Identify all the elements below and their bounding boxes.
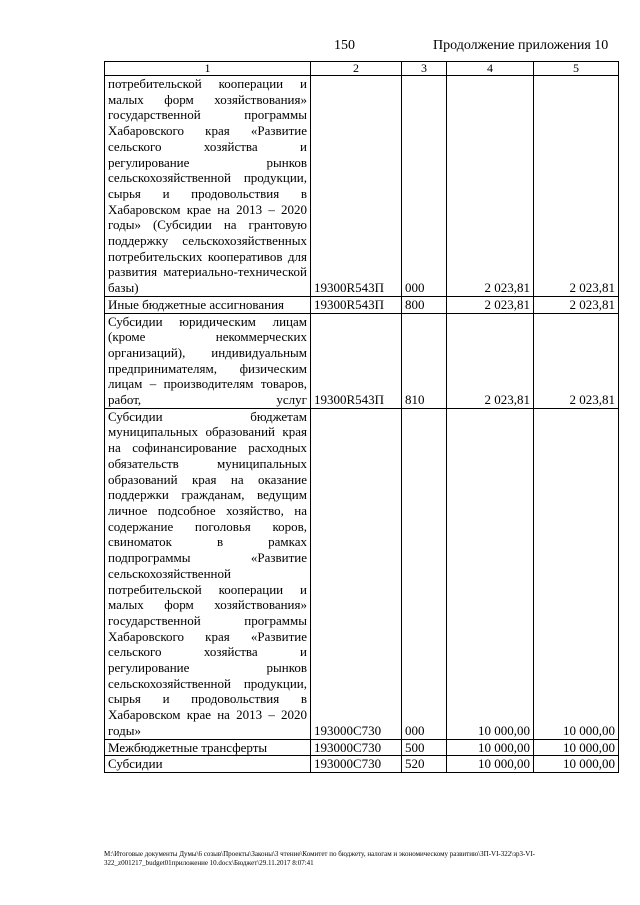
table-row [105, 296, 619, 313]
row-value-year1: 2 023,81 [447, 313, 534, 408]
row-code: 193000С730 [311, 739, 402, 756]
budget-table [104, 61, 619, 773]
row-value-year1: 2 023,81 [447, 296, 534, 313]
row-value-year2: 10 000,00 [534, 408, 619, 739]
table-row [105, 739, 619, 756]
column-header: 3 [402, 62, 447, 76]
row-value-year1: 10 000,00 [447, 756, 534, 773]
row-name: потребительской кооперации и малых форм хозяйствования» государственной программы Хабаровского края «Развитие сельского хозяйства и регулирование рынков сельскохозяйственной продукции, сырья и продовольствия в Хабаровском крае на 2013 – 2020 годы» (Субсидии на грантовую поддержку сельскохозяйственных потребительских кооперативов для развития материально-технической базы) [105, 76, 311, 297]
row-name: Межбюджетные трансферты [105, 739, 311, 756]
row-name: Субсидии бюджетам муниципальных образований края на софинансирование расходных обязательств муниципальных образований края на оказание поддержки гражданам, ведущим личное подсобное хозяйство, на содержание поголовья коров, свиноматок в рамках подпрограммы «Развитие сельскохозяйственной потребительской кооперации и малых форм хозяйствования» государственной программы Хабаровского края «Развитие сельского хозяйства и регулирование рынков сельскохозяйственной продукции, сырья и продовольствия в Хабаровском крае на 2013 – 2020 годы» [105, 408, 311, 739]
row-code: 193000С730 [311, 756, 402, 773]
row-expense-type: 000 [402, 76, 447, 297]
row-value-year1: 10 000,00 [447, 408, 534, 739]
column-header: 1 [105, 62, 311, 76]
table-row [105, 408, 619, 739]
row-expense-type: 800 [402, 296, 447, 313]
row-name: Субсидии [105, 756, 311, 773]
row-code: 19300R543П [311, 296, 402, 313]
table-header-row [105, 62, 619, 76]
row-value-year2: 10 000,00 [534, 739, 619, 756]
row-code: 19300R543П [311, 76, 402, 297]
row-expense-type: 520 [402, 756, 447, 773]
row-expense-type: 000 [402, 408, 447, 739]
continuation-caption: Продолжение приложения 10 [433, 38, 609, 53]
row-expense-type: 500 [402, 739, 447, 756]
row-name: Субсидии юридическим лицам (кроме некоммерческих организаций), индивидуальным предпринимателям, физическим лицам – производителям товаров, работ, услуг [105, 313, 311, 408]
page-number: 150 [334, 38, 355, 53]
column-header: 5 [534, 62, 619, 76]
column-header: 2 [311, 62, 402, 76]
table-row [105, 756, 619, 773]
row-value-year2: 10 000,00 [534, 756, 619, 773]
row-expense-type: 810 [402, 313, 447, 408]
table-row [105, 76, 619, 297]
file-path-footer: M:\Итоговые документы Думы\6 созыв\Проекты\Законы\3 чтение\Комитет по бюджету, налогам и экономическому развитию\ЗП-VI-322\зр3-VI-322_z001217_budget01приложение 10.docx\Бюджет\29.11.2017 8:07:41 [104, 850, 536, 867]
row-value-year2: 2 023,81 [534, 296, 619, 313]
table-row [105, 313, 619, 408]
row-value-year2: 2 023,81 [534, 313, 619, 408]
column-header: 4 [447, 62, 534, 76]
row-value-year1: 2 023,81 [447, 76, 534, 297]
row-value-year1: 10 000,00 [447, 739, 534, 756]
row-value-year2: 2 023,81 [534, 76, 619, 297]
row-name: Иные бюджетные ассигнования [105, 296, 311, 313]
row-code: 193000С730 [311, 408, 402, 739]
row-code: 19300R543П [311, 313, 402, 408]
